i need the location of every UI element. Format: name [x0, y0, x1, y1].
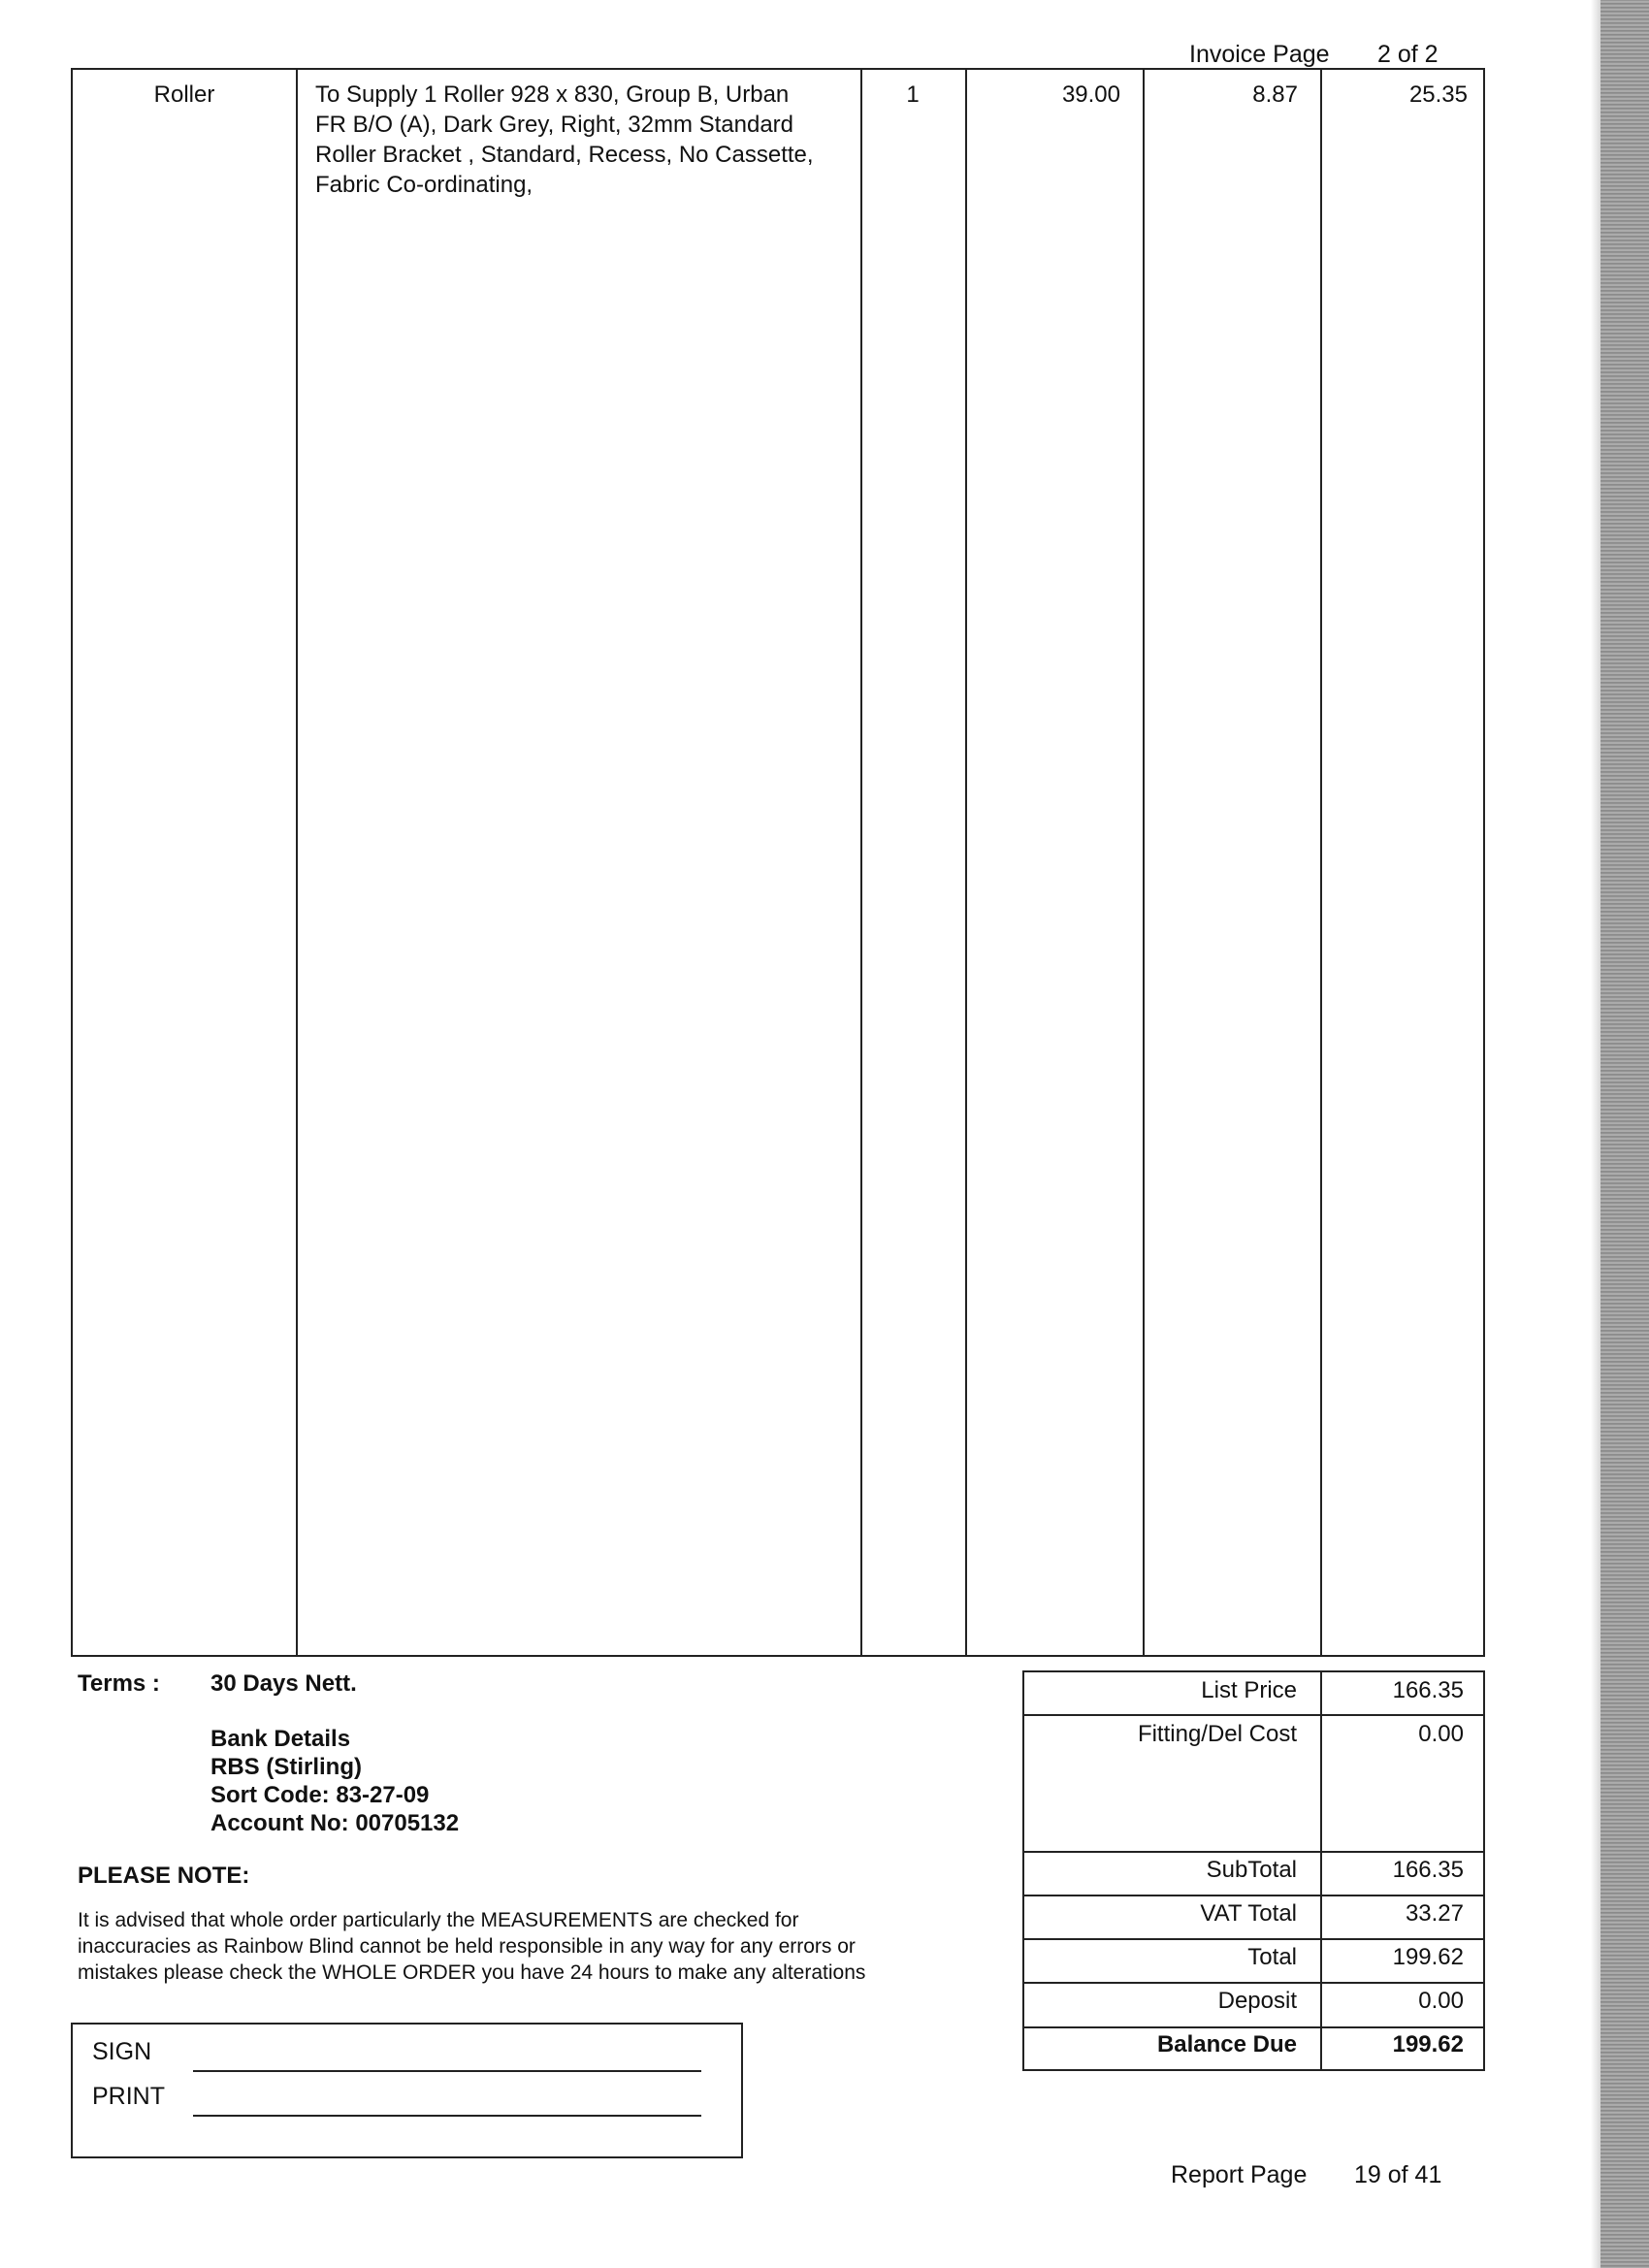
- bank-sort-code: Sort Code: 83-27-09: [210, 1782, 430, 1808]
- item-product: Roller: [153, 81, 215, 108]
- report-page-label: Report Page: [1171, 2161, 1308, 2188]
- list-price-label: List Price: [1201, 1677, 1297, 1703]
- totals-row-line: [1024, 1938, 1483, 1940]
- vat-total-value: 33.27: [1405, 1900, 1464, 1927]
- vat-total-label: VAT Total: [1200, 1900, 1297, 1927]
- balance-due-value: 199.62: [1392, 2031, 1464, 2057]
- sign-label: SIGN: [92, 2038, 152, 2065]
- notice-line: mistakes please check the WHOLE ORDER you have 24 hours to make any alterations: [78, 1961, 866, 1984]
- terms-value: 30 Days Nett.: [210, 1670, 357, 1697]
- scan-edge-shadow: [1591, 0, 1600, 2268]
- totals-row-line: [1024, 1895, 1483, 1896]
- column-divider: [296, 70, 298, 1655]
- notice-text: [78, 1907, 865, 1986]
- item-description-line: To Supply 1 Roller 928 x 830, Group B, Urban: [315, 81, 790, 108]
- totals-divider: [1320, 1672, 1322, 2069]
- line-items-table: [71, 68, 1485, 1657]
- item-description: [315, 80, 858, 200]
- bank-account-no: Account No: 00705132: [210, 1810, 460, 1836]
- total-value: 199.62: [1392, 1944, 1464, 1970]
- signature-box: [71, 2023, 743, 2158]
- item-description-line: FR B/O (A), Dark Grey, Right, 32mm Standard: [315, 112, 794, 138]
- subtotal-label: SubTotal: [1206, 1857, 1297, 1883]
- column-divider: [1143, 70, 1145, 1655]
- fitting-cost-value: 0.00: [1418, 1721, 1464, 1747]
- scan-edge: [1600, 0, 1649, 2268]
- item-discount: 8.87: [1252, 81, 1298, 108]
- total-label: Total: [1247, 1944, 1297, 1970]
- notice-line: It is advised that whole order particularly the MEASUREMENTS are checked for: [78, 1909, 799, 1931]
- subtotal-value: 166.35: [1392, 1857, 1464, 1883]
- deposit-value: 0.00: [1418, 1988, 1464, 2014]
- column-divider: [965, 70, 967, 1655]
- bank-title: Bank Details: [210, 1726, 351, 1752]
- totals-row-line: [1024, 1714, 1483, 1716]
- bank-name: RBS (Stirling): [210, 1754, 362, 1780]
- balance-due-label: Balance Due: [1156, 2031, 1297, 2057]
- invoice-page-value: 2 of 2: [1377, 41, 1439, 68]
- column-divider: [1320, 70, 1322, 1655]
- invoice-page-label: Invoice Page: [1189, 41, 1330, 68]
- column-divider: [860, 70, 862, 1655]
- item-description-line: Roller Bracket , Standard, Recess, No Cassette,: [315, 142, 814, 168]
- print-line[interactable]: [193, 2115, 701, 2117]
- notice-heading: PLEASE NOTE:: [78, 1863, 250, 1889]
- totals-row-line: [1024, 1982, 1483, 1984]
- totals-row-line: [1024, 1851, 1483, 1853]
- sign-line[interactable]: [193, 2070, 701, 2072]
- bank-details: [210, 1725, 459, 1837]
- item-list-price: 39.00: [1061, 81, 1120, 108]
- item-quantity: 1: [906, 81, 920, 108]
- item-description-line: Fabric Co-ordinating,: [315, 172, 534, 198]
- deposit-label: Deposit: [1217, 1988, 1297, 2014]
- totals-row-line: [1024, 2026, 1483, 2028]
- totals-box: [1022, 1670, 1485, 2071]
- terms-label: Terms :: [78, 1670, 160, 1697]
- item-net: 25.35: [1408, 81, 1468, 108]
- list-price-value: 166.35: [1392, 1677, 1464, 1703]
- report-page-value: 19 of 41: [1354, 2161, 1442, 2188]
- print-label: PRINT: [92, 2083, 165, 2110]
- notice-line: inaccuracies as Rainbow Blind cannot be held responsible in any way for any errors or: [78, 1935, 856, 1958]
- fitting-cost-label: Fitting/Del Cost: [1137, 1721, 1297, 1747]
